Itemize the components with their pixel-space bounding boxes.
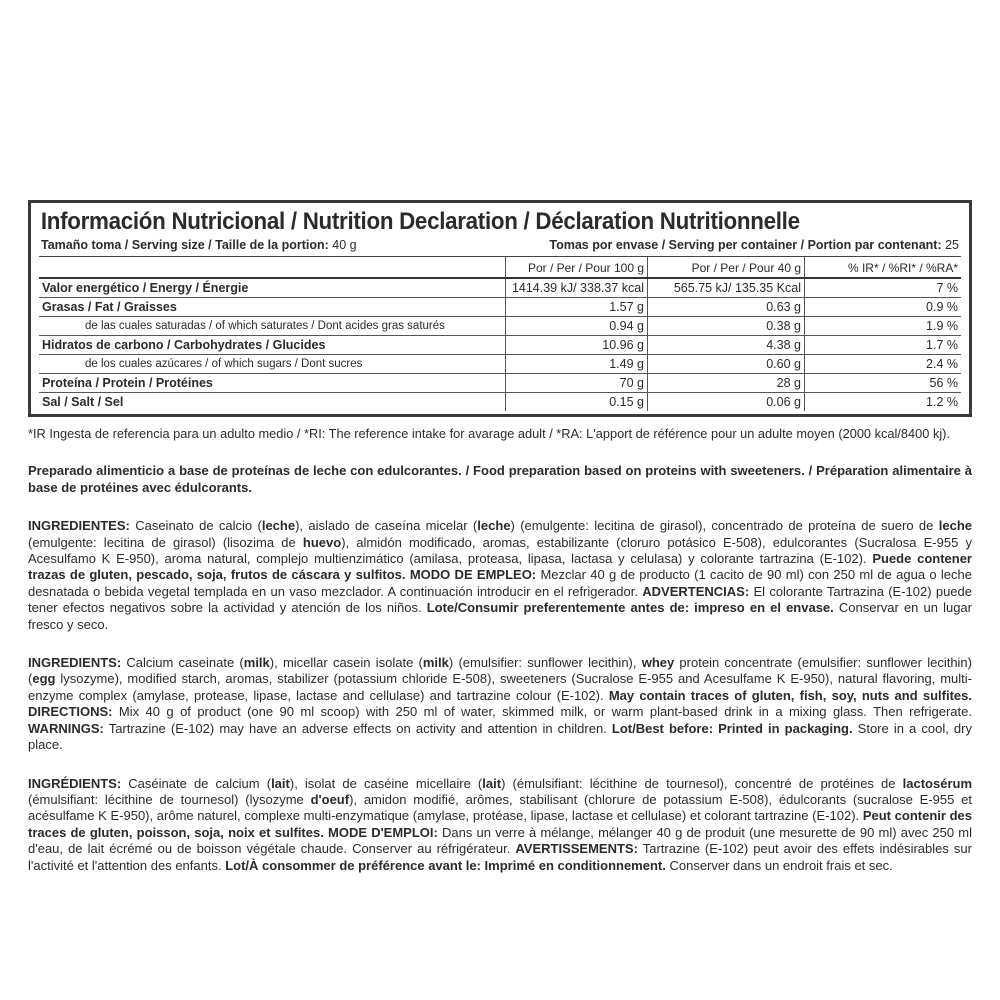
serving-size — [41, 237, 357, 253]
ing-en-s3: milk — [243, 655, 270, 671]
ing-es-s10: ), almidón modificado, aromas, estabilizante (cloruro potásico E-508), edulcorantes (Sucralosa E-955 y Acesulfamo K E-950), aroma natural, complejo multienzimático (amilasa, proteasa, lipasa, lactasa y celulasa) y colorante tartrazina (E-102). — [28, 534, 972, 567]
ing-en-s2: Calcium caseinate ( — [121, 655, 244, 671]
ing-es-s7: leche — [938, 518, 972, 534]
column-header-per40: Por / Per / Pour 40 g — [648, 257, 805, 278]
column-header-per100: Por / Per / Pour 100 g — [506, 257, 648, 278]
ing-en-s4: ), micellar casein isolate ( — [269, 655, 423, 671]
ing-en-s7: whey — [641, 655, 675, 671]
value-per100: 1.49 g — [506, 355, 648, 374]
ing-fr-s9: d'oeuf — [310, 791, 350, 807]
serving-size-value: 40 g — [332, 238, 357, 252]
value-per100: 10.96 g — [506, 336, 648, 355]
ing-fr-s5: lait — [482, 775, 502, 791]
ing-es-s8: (emulgente: lecitina de girasol) (lisozima de — [28, 534, 303, 550]
table-row — [39, 355, 961, 374]
value-ri: 7 % — [805, 278, 962, 298]
nutrient-name: de los cuales azúcares / of which sugars / Dont sucres — [39, 355, 506, 374]
ing-fr-s2: Caséinate de calcium ( — [121, 775, 272, 791]
value-per100: 0.94 g — [506, 317, 648, 336]
serving-info — [39, 237, 961, 257]
ing-es-s13: ADVERTENCIAS: — [642, 583, 750, 599]
table-header — [39, 257, 961, 278]
ing-en-s12: Mix 40 g of product (one 90 ml scoop) with 250 ml of water, skimmed milk, or warm plant-based drink in a mixing glass. Then refrigerate. — [112, 704, 972, 720]
table-row — [39, 393, 961, 412]
nutrient-name: Sal / Salt / Sel — [39, 393, 506, 412]
ing-en-s11: May contain traces of gluten, fish, soy, nuts and sulfites. DIRECTIONS: — [28, 687, 972, 720]
column-header-ri: % IR* / %RI* / %RA* — [805, 257, 962, 278]
value-ri: 0.9 % — [805, 298, 962, 317]
ing-en-s15: Lot/Best before: Printed in packaging. — [611, 720, 853, 736]
value-per100: 1.57 g — [506, 298, 648, 317]
value-per40: 0.38 g — [648, 317, 805, 336]
ing-fr-s16: Conserver dans un endroit frais et sec. — [665, 857, 893, 873]
ing-es-s15: Lote/Consumir preferentemente antes de: impreso en el envase. — [426, 600, 834, 616]
ing-es-s2: Caseinato de calcio ( — [129, 518, 262, 534]
ing-es-s11: Puede contener trazas de gluten, pescado, soja, frutos de cáscara y sulfitos. MODO DE EMPLEO: — [28, 551, 972, 583]
value-per40: 0.63 g — [648, 298, 805, 317]
nutrition-panel — [28, 200, 972, 417]
value-ri: 1.7 % — [805, 336, 962, 355]
ing-es-s6: ) (emulgente: lecitina de girasol), concentrado de proteína de suero de — [510, 518, 939, 534]
ing-fr-s10: ), amidon modifié, arômes, stabilisant (chlorure de potassium E-508), édulcorants (sucralose E-955 et acésulfame K E-950), arôme naturel, complexe multi-enzymatique (amylase, protéase, lipase, lactase et cellulase) et colorant tartrazine (E-102). — [28, 791, 972, 824]
ing-en-s14: Tartrazine (E-102) may have an adverse effects on activity and attention in children. — [103, 720, 612, 736]
servings-label: Tomas por envase / Serving per container / Portion par contenant: — [549, 238, 942, 252]
table-row — [39, 374, 961, 393]
nutrition-label — [28, 200, 972, 874]
ingredients-english — [28, 655, 972, 753]
ing-es-s3: leche — [261, 518, 296, 534]
ing-en-s10: lysozyme), modified starch, aromas, stabilizer (potassium chloride E-508), sweeteners (Sucralose E-955 and Acesulfame K E-950), natural flavoring, multi-enzyme complex (amylase, protease, lipase, lactase and cellulase) and tartrazine colour (E-102). — [28, 671, 972, 703]
value-ri: 1.9 % — [805, 317, 962, 336]
ing-es-s12: Mezclar 40 g de producto (1 cacito de 90 ml) con 250 ml de agua o leche desnatada o bebida vegetal templada en un vaso mezclador. A continuación introducir en el refrigerador. — [28, 567, 972, 599]
ing-fr-s1: INGRÉDIENTS: — [28, 775, 122, 791]
ing-es-s14: El colorante Tartrazina (E-102) puede tener efectos negativos sobre la actividad y atención de los niños. — [28, 583, 972, 616]
ing-fr-s11: Peut contenir des traces de gluten, poisson, soja, noix et sulfites. MODE D'EMPLOI: — [28, 808, 973, 840]
ing-fr-s3: lait — [271, 775, 290, 791]
nutrient-name: Hidratos de carbono / Carbohydrates / Glucides — [39, 336, 506, 355]
value-ri: 2.4 % — [805, 355, 962, 374]
ing-fr-s14: Tartrazine (E-102) peut avoir des effets indésirables sur l'activité et l'attention des enfants. — [28, 841, 972, 873]
value-per100: 1414.39 kJ/ 338.37 kcal — [506, 278, 648, 298]
value-per40: 28 g — [648, 374, 805, 393]
ing-en-s6: ) (emulsifier: sunflower lecithin), — [448, 655, 642, 671]
preparation-statement: Preparado alimenticio a base de proteínas de leche con edulcorantes. / Food preparation based on proteins with sweeteners. / Préparation alimentaire à base de protéines avec édulcorants. — [28, 463, 972, 495]
value-ri: 56 % — [805, 374, 962, 393]
ing-en-s8: protein concentrate (emulsifier: sunflower lecithin) ( — [28, 655, 972, 687]
ing-fr-s13: AVERTISSEMENTS: — [515, 841, 638, 857]
value-per40: 565.75 kJ/ 135.35 Kcal — [648, 278, 805, 298]
ing-fr-s4: ), isolat de caséine micellaire ( — [289, 775, 483, 791]
nutrient-name: Valor energético / Energy / Énergie — [39, 278, 506, 298]
nutrition-table — [39, 257, 961, 411]
ing-es-s9: huevo — [302, 534, 342, 550]
nutrient-name: Proteína / Protein / Protéines — [39, 374, 506, 393]
panel-title: Información Nutricional / Nutrition Declaration / Déclaration Nutritionnelle — [40, 208, 800, 235]
reference-intake-footnote: *IR Ingesta de referencia para un adulto medio / *RI: The reference intake for avarage adult / *RA: L'apport de référence pour un adulte moyen (2000 kcal/8400 kj). — [28, 426, 951, 441]
value-per100: 70 g — [506, 374, 648, 393]
ing-en-s13: WARNINGS: — [28, 720, 104, 736]
ing-es-s5: leche — [477, 518, 511, 534]
ing-fr-s7: lactosérum — [902, 775, 973, 791]
ing-fr-s15: Lot/À consommer de préférence avant le: Imprimé en conditionnement. — [225, 857, 666, 873]
nutrient-name: de las cuales saturadas / of which saturates / Dont acides gras saturés — [39, 317, 506, 336]
ing-es-s1: INGREDIENTES: — [28, 518, 130, 534]
servings-per-container — [549, 237, 959, 253]
table-row — [39, 317, 961, 336]
ing-en-s9: egg — [32, 671, 56, 687]
ing-en-s1: INGREDIENTS: — [28, 655, 122, 671]
ingredients-french — [28, 776, 972, 874]
ing-fr-s12: Dans un verre à mélange, mélanger 40 g de produit (une mesurette de 90 ml) avec 250 ml d'eau, de lait écrémé ou de boisson végétale chaude. Conserver au réfrigérateur. — [28, 824, 972, 857]
value-per40: 0.06 g — [648, 393, 805, 412]
header-blank — [39, 257, 506, 278]
ing-fr-s6: ) (émulsifiant: lécithine de tournesol), concentré de protéines de — [501, 775, 903, 791]
ing-fr-s8: (émulsifiant: lécithine de tournesol) (lysozyme — [28, 791, 311, 807]
serving-size-label: Tamaño toma / Serving size / Taille de la portion: — [41, 238, 329, 252]
value-per40: 0.60 g — [648, 355, 805, 374]
ing-en-s16: Store in a cool, dry place. — [28, 720, 972, 753]
ing-es-s16: Conservar en un lugar fresco y seco. — [28, 600, 972, 632]
nutrient-name: Grasas / Fat / Graisses — [39, 298, 506, 317]
value-per40: 4.38 g — [648, 336, 805, 355]
value-per100: 0.15 g — [506, 393, 648, 412]
ing-en-s5: milk — [422, 655, 449, 671]
ingredients-spanish — [28, 518, 972, 633]
ing-es-s4: ), aislado de caseína micelar ( — [295, 518, 478, 534]
table-row — [39, 298, 961, 317]
servings-value: 25 — [945, 238, 959, 252]
table-row — [39, 336, 961, 355]
table-row — [39, 278, 961, 298]
value-ri: 1.2 % — [805, 393, 962, 412]
